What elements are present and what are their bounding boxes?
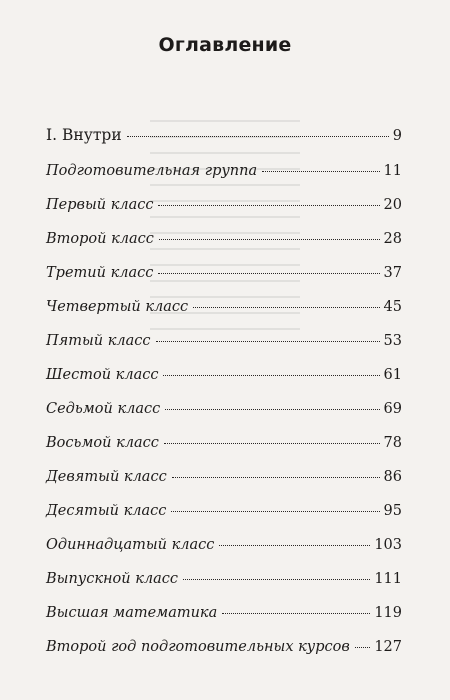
dot-leader (355, 647, 371, 648)
toc-entry (46, 299, 402, 333)
toc-entry-title: Первый класс (46, 197, 154, 213)
dot-leader (172, 477, 380, 478)
toc-entry-title: Девятый класс (46, 469, 167, 485)
toc-entry-title: Четвертый класс (46, 299, 189, 315)
toc-page-number: 127 (374, 639, 402, 655)
toc-page-number: 69 (383, 401, 402, 417)
toc-entry-title: Второй год подготовительных курсов (46, 639, 350, 655)
toc-page-number: 78 (383, 435, 402, 451)
toc-page-number: 103 (374, 537, 402, 553)
toc-entry-title: Подготовительная группа (46, 163, 258, 179)
dot-leader (171, 511, 379, 512)
dot-leader (222, 613, 370, 614)
toc-entry-title: Седьмой класс (46, 401, 161, 417)
toc-page-number: 11 (383, 163, 402, 179)
toc-entry (46, 435, 402, 469)
toc-entry (46, 231, 402, 265)
toc-entry (46, 197, 402, 231)
toc-entry (46, 401, 402, 435)
dot-leader (158, 273, 379, 274)
toc-part-heading (46, 126, 402, 163)
toc-entry (46, 639, 402, 673)
dot-leader (219, 545, 370, 546)
toc-entry (46, 605, 402, 639)
toc-entry (46, 265, 402, 299)
toc-page-number: 61 (383, 367, 402, 383)
toc-entry-title: Восьмой класс (46, 435, 159, 451)
dot-leader (163, 375, 379, 376)
toc-entry-title: Одиннадцатый класс (46, 537, 215, 553)
toc-page-number: 95 (383, 503, 402, 519)
dot-leader (165, 409, 379, 410)
toc-entry-title: Пятый класс (46, 333, 151, 349)
toc-entry (46, 333, 402, 367)
page-title: Оглавление (158, 34, 292, 56)
toc-entry-title: Второй класс (46, 231, 154, 247)
toc-entry (46, 163, 402, 197)
toc-page-number: 86 (383, 469, 402, 485)
dot-leader (183, 579, 370, 580)
toc-entry-title: Десятый класс (46, 503, 167, 519)
toc-entry-title: I. Внутри (46, 126, 122, 144)
dot-leader (164, 443, 380, 444)
toc-entry (46, 469, 402, 503)
toc-page-number: 53 (383, 333, 402, 349)
toc-page-number: 111 (374, 571, 402, 587)
toc-entry (46, 367, 402, 401)
dot-leader (156, 341, 380, 342)
toc-entry (46, 537, 402, 571)
toc-entry-title: Шестой класс (46, 367, 159, 383)
dot-leader (159, 239, 380, 240)
toc-page-number: 45 (383, 299, 402, 315)
toc-page-number: 9 (392, 128, 402, 144)
toc-entry-title: Выпускной класс (46, 571, 179, 587)
toc-page-number: 37 (383, 265, 402, 281)
toc-entry-title: Третий класс (46, 265, 154, 281)
toc-page-number: 28 (383, 231, 402, 247)
dot-leader (193, 307, 379, 308)
dot-leader (158, 205, 379, 206)
table-of-contents (46, 126, 402, 673)
toc-page-number: 119 (374, 605, 402, 621)
toc-page-number: 20 (383, 197, 402, 213)
toc-entry (46, 503, 402, 537)
toc-entry (46, 571, 402, 605)
dot-leader (127, 136, 389, 137)
toc-entry-title: Высшая математика (46, 605, 218, 621)
dot-leader (262, 171, 379, 172)
